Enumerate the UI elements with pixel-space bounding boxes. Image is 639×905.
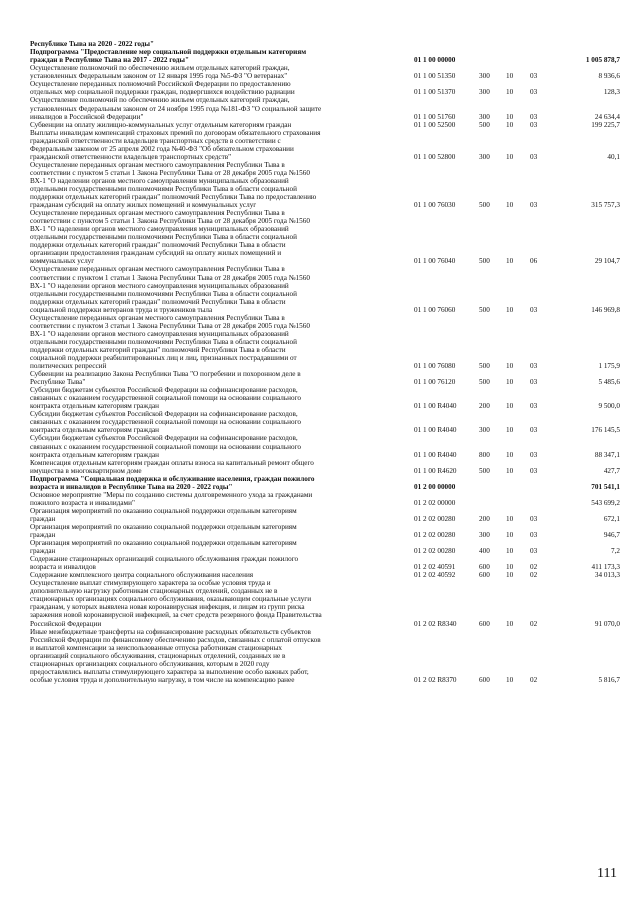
- row-code: 01 1 00 76030: [414, 201, 456, 210]
- table-row: [30, 507, 620, 523]
- table-row: [30, 491, 620, 507]
- table-row: [30, 386, 620, 410]
- row-pr: 03: [530, 305, 538, 314]
- row-rz: 10: [506, 563, 514, 572]
- budget-table: [30, 48, 620, 684]
- table-row: [30, 628, 620, 684]
- table-row: [30, 48, 620, 64]
- row-code: 01 1 00 51370: [414, 88, 456, 97]
- row-sum: 672,1: [603, 514, 620, 523]
- section-header: Республике Тыва на 2020 - 2022 годы": [30, 40, 155, 48]
- row-pr: 03: [530, 72, 538, 81]
- row-name: Субвенции на реализацию Закона Республики Тыва "О погребении и похоронном деле в Республике Тыва": [30, 370, 301, 387]
- row-vr: 500: [479, 466, 490, 475]
- row-rz: 10: [506, 514, 514, 523]
- row-vr: 500: [479, 305, 490, 314]
- row-vr: 300: [479, 72, 490, 81]
- row-rz: 10: [506, 402, 514, 411]
- row-sum: 88 347,1: [594, 450, 620, 459]
- table-row: [30, 523, 620, 539]
- row-rz: 10: [506, 72, 514, 81]
- row-sum: 176 145,5: [591, 426, 620, 435]
- row-pr: 03: [530, 88, 538, 97]
- row-code: 01 1 00 52500: [414, 120, 456, 129]
- row-pr: 03: [530, 362, 538, 371]
- table-row: [30, 370, 620, 386]
- row-vr: 600: [479, 619, 490, 628]
- table-row: [30, 475, 620, 491]
- row-code: 01 1 00 51760: [414, 112, 456, 121]
- row-sum: 411 173,3: [591, 563, 620, 572]
- row-code: 01 2 00 00000: [414, 482, 456, 491]
- row-sum: 199 225,7: [591, 120, 620, 129]
- row-sum: 91 070,0: [594, 619, 620, 628]
- row-pr: 03: [530, 378, 538, 387]
- row-pr: 03: [530, 120, 538, 129]
- row-rz: 10: [506, 305, 514, 314]
- row-name: Осуществление переданных органам местного самоуправления Республики Тыва в соответствии с пунктом 3 статьи 1 Закона Республики Тыва от 28 декабря 2005 года №1560 ВХ-1 "О наделении органов местного самоуправления муниципальных образований отдельными государственными полномочиями Республики Тыва в области социальной поддержки отдельных категорий граждан" полномочий Республики Тыва в области социальной поддержки реабилитированных лиц и лиц, признанных пострадавшими от политических репрессий: [30, 313, 310, 371]
- table-row: [30, 459, 620, 475]
- row-sum: 146 969,8: [591, 305, 620, 314]
- row-pr: 03: [530, 514, 538, 523]
- row-name: Субсидии бюджетам субъектов Российской Федерации на софинансирование расходов, связанных с оказанием государственной социальной помощи на основании социального контракта отдельным категориям граждан: [30, 434, 301, 459]
- row-vr: 200: [479, 514, 490, 523]
- budget-page: [30, 40, 620, 684]
- table-row: [30, 434, 620, 458]
- table-row: [30, 539, 620, 555]
- row-sum: 34 013,3: [594, 571, 620, 580]
- row-code: 01 2 02 R8370: [414, 675, 457, 684]
- row-vr: 500: [479, 362, 490, 371]
- row-rz: 10: [506, 201, 514, 210]
- row-code: 01 1 00 00000: [414, 56, 456, 65]
- row-vr: 500: [479, 201, 490, 210]
- table-row: [30, 314, 620, 370]
- row-pr: 03: [530, 547, 538, 556]
- table-row: [30, 265, 620, 313]
- row-rz: 10: [506, 426, 514, 435]
- row-code: 01 1 00 R4040: [414, 402, 457, 411]
- row-code: 01 1 00 R4620: [414, 466, 457, 475]
- row-vr: 400: [479, 547, 490, 556]
- row-name: Подпрограмма "Предоставление мер социальной поддержки отдельным категориям граждан в Республике Тыва на 2017 - 2022 годы": [30, 48, 307, 65]
- row-pr: 06: [530, 257, 538, 266]
- row-vr: 500: [479, 257, 490, 266]
- row-vr: 800: [479, 450, 490, 459]
- row-name: Организация мероприятий по оказанию социальной поддержки отдельным категориям граждан: [30, 506, 297, 523]
- row-rz: 10: [506, 466, 514, 475]
- row-sum: 1 005 878,7: [585, 56, 620, 65]
- row-rz: 10: [506, 362, 514, 371]
- row-vr: 600: [479, 675, 490, 684]
- row-code: 01 2 02 40592: [414, 571, 456, 580]
- row-code: 01 2 02 00280: [414, 531, 456, 540]
- row-code: 01 1 00 R4040: [414, 426, 457, 435]
- row-name: Основное мероприятие "Меры по созданию системы долговременного ухода за гражданами пожилого возраста и инвалидами": [30, 490, 313, 507]
- row-code: 01 2 02 00280: [414, 547, 456, 556]
- row-sum: 543 699,2: [591, 498, 620, 507]
- row-vr: 300: [479, 112, 490, 121]
- row-name: Иные межбюджетные трансферты на софинансирование расходных обязательств субъектов Российской Федерации по финансовому обеспечению расходов, связанных с оплатой отпусков и выплатой компенсации за неиспользованные отпуска работникам стационарных организаций социального обслуживания, стационарных отделений, созданных не в стационарных организациях социального обслуживания, которым в 2020 году предоставлялись выплаты стимулирующего характера за выполнение особо важных работ, особые условия труда и дополнительную нагрузку, в том числе на компенсацию ранее: [30, 627, 321, 684]
- row-name: Организация мероприятий по оказанию социальной поддержки отдельным категориям граждан: [30, 539, 297, 556]
- row-code: 01 1 00 76080: [414, 362, 456, 371]
- row-sum: 946,7: [603, 531, 620, 540]
- table-row: [30, 161, 620, 209]
- row-sum: 5 816,7: [598, 675, 620, 684]
- row-code: 01 1 00 R4040: [414, 450, 457, 459]
- row-name: Содержание комплексного центра социального обслуживания населения: [30, 571, 254, 580]
- row-rz: 10: [506, 619, 514, 628]
- row-pr: 03: [530, 426, 538, 435]
- row-code: 01 2 02 00000: [414, 498, 456, 507]
- row-pr: 03: [530, 466, 538, 475]
- row-pr: 03: [530, 152, 538, 161]
- row-rz: 10: [506, 152, 514, 161]
- row-name: Содержание стационарных организаций социального обслуживания граждан пожилого возраста и инвалидов: [30, 555, 299, 572]
- table-row: [30, 64, 620, 80]
- row-name: Выплаты инвалидам компенсаций страховых премий по договорам обязательного страхования гражданской ответственности владельцев транспортных средств в соответствии с Федеральным законом от 25 апреля 2002 года №40-ФЗ "Об обязательном страховании гражданской ответственности владельцев транспортных средств": [30, 128, 321, 161]
- row-name: Осуществление переданных полномочий Российской Федерации по предоставлению отдельных мер социальной поддержки граждан, подвергшихся воздействию радиации: [30, 80, 295, 97]
- row-sum: 5 485,6: [598, 378, 620, 387]
- page-number: 111: [597, 866, 617, 881]
- row-rz: 10: [506, 112, 514, 121]
- row-code: 01 1 00 52800: [414, 152, 456, 161]
- row-sum: 128,3: [603, 88, 620, 97]
- row-vr: 500: [479, 120, 490, 129]
- table-row: [30, 209, 620, 265]
- row-vr: 600: [479, 571, 490, 580]
- row-name: Субсидии бюджетам субъектов Российской Федерации на софинансирование расходов, связанных с оказанием государственной социальной помощи на основании социального контракта отдельным категориям граждан: [30, 386, 301, 411]
- row-code: 01 1 00 76040: [414, 257, 456, 266]
- row-pr: 02: [530, 563, 538, 572]
- row-rz: 10: [506, 450, 514, 459]
- table-row: [30, 129, 620, 161]
- row-code: 01 1 00 76060: [414, 305, 456, 314]
- row-vr: 300: [479, 531, 490, 540]
- row-rz: 10: [506, 571, 514, 580]
- row-name: Субвенции на оплату жилищно-коммунальных услуг отдельным категориям граждан: [30, 120, 292, 129]
- row-name: Подпрограмма "Социальная поддержка и обслуживание населения, граждан пожилого возраста и инвалидов в Республике Тыва на 2020 - 2022 годы": [30, 474, 315, 491]
- row-vr: 300: [479, 88, 490, 97]
- row-sum: 8 936,6: [598, 72, 620, 81]
- row-sum: 427,7: [603, 466, 620, 475]
- table-row: [30, 555, 620, 571]
- row-pr: 02: [530, 675, 538, 684]
- table-row: [30, 410, 620, 434]
- row-pr: 03: [530, 201, 538, 210]
- row-code: 01 1 00 51350: [414, 72, 456, 81]
- table-row: [30, 571, 620, 579]
- table-row: [30, 80, 620, 96]
- table-row: [30, 96, 620, 120]
- row-rz: 10: [506, 675, 514, 684]
- row-name: Осуществление переданных органам местного самоуправления Республики Тыва в соответствии с пунктом 1 статьи 1 Закона Республики Тыва от 28 декабря 2005 года №1560 ВХ-1 "О наделении органов местного самоуправления муниципальных образований отдельными государственными полномочиями Республики Тыва в области социальной поддержки отдельных категорий граждан" полномочий Республики Тыва в области социальной поддержки ветеранов труда и тружеников тыла: [30, 265, 310, 314]
- row-rz: 10: [506, 120, 514, 129]
- row-name: Организация мероприятий по оказанию социальной поддержки отдельным категориям граждан: [30, 522, 297, 540]
- row-rz: 10: [506, 257, 514, 266]
- row-name: Осуществление переданных органам местного самоуправления Республики Тыва в соответствии с пунктом 5 статьи 1 Закона Республики Тыва от 28 декабря 2005 года №1560 ВХ-1 "О наделении органов местного самоуправления муниципальных образований отдельными государственными полномочиями Республики Тыва в области социальной поддержки отдельных категорий граждан" полномочий Республики Тыва в области организации предоставления гражданам субсидий на оплату жилых помещений и коммунальных услуг: [30, 209, 310, 266]
- row-rz: 10: [506, 88, 514, 97]
- row-sum: 9 500,0: [598, 402, 620, 411]
- row-sum: 7,2: [611, 547, 620, 556]
- table-row: [30, 579, 620, 627]
- row-name: Осуществление переданных органам местного самоуправления Республики Тыва в соответствии с пунктом 5 статьи 1 Закона Республики Тыва от 28 декабря 2005 года №1560 ВХ-1 "О наделении органов местного самоуправления муниципальных образований отдельными государственными полномочиями Республики Тыва в области социальной поддержки отдельных категорий граждан" полномочий Республики Тыва по предоставлению гражданам субсидий на оплату жилых помещений и коммунальных услуг: [30, 160, 317, 210]
- row-name: Субсидии бюджетам субъектов Российской Федерации на софинансирование расходов, связанных с оказанием государственной социальной помощи на основании социального контракта отдельным категориям граждан: [30, 410, 301, 435]
- row-pr: 03: [530, 531, 538, 540]
- row-rz: 10: [506, 547, 514, 556]
- row-sum: 315 757,3: [591, 201, 620, 210]
- row-name: Осуществление выплат стимулирующего характера за особые условия труда и дополнительную нагрузку работникам стационарных отделений, созданных не в стационарных организациях социального обслуживания, оказывающим социальные услуги гражданам, у которых выявлена новая коронавирусная инфекция, и лицам из групп риска заражения новой коронавирусной инфекцией, за счет средств резервного фонда Правительства Российской Федерации: [30, 579, 322, 628]
- row-pr: 03: [530, 112, 538, 121]
- row-vr: 600: [479, 563, 490, 572]
- row-sum: 24 634,4: [594, 112, 620, 121]
- row-sum: 29 104,7: [594, 257, 620, 266]
- row-name: Осуществление полномочий по обеспечению жильем отдельных категорий граждан, установленных Федеральным законом от 12 января 1995 года №5-ФЗ "О ветеранах": [30, 64, 290, 81]
- row-rz: 10: [506, 531, 514, 540]
- row-code: 01 2 02 00280: [414, 514, 456, 523]
- row-pr: 03: [530, 402, 538, 411]
- row-vr: 300: [479, 426, 490, 435]
- row-sum: 1 175,9: [598, 362, 620, 371]
- row-code: 01 2 02 R8340: [414, 619, 457, 628]
- table-row: [30, 121, 620, 129]
- row-vr: 300: [479, 152, 490, 161]
- row-vr: 500: [479, 378, 490, 387]
- row-code: 01 2 02 40591: [414, 563, 456, 572]
- row-vr: 200: [479, 402, 490, 411]
- row-pr: 02: [530, 571, 538, 580]
- row-code: 01 1 00 76120: [414, 378, 456, 387]
- row-name: Осуществление полномочий по обеспечению жильем отдельных категорий граждан, установленных Федеральным законом от 24 ноября 1995 года №181-ФЗ "О социальной защите инвалидов в Российской Федерации": [30, 96, 322, 121]
- row-sum: 40,1: [607, 152, 620, 161]
- row-rz: 10: [506, 378, 514, 387]
- row-pr: 03: [530, 450, 538, 459]
- row-pr: 02: [530, 619, 538, 628]
- row-name: Компенсация отдельным категориям граждан оплаты взноса на капитальный ремонт общего имущества в многоквартирном доме: [30, 458, 314, 475]
- row-sum: 701 541,1: [591, 482, 620, 491]
